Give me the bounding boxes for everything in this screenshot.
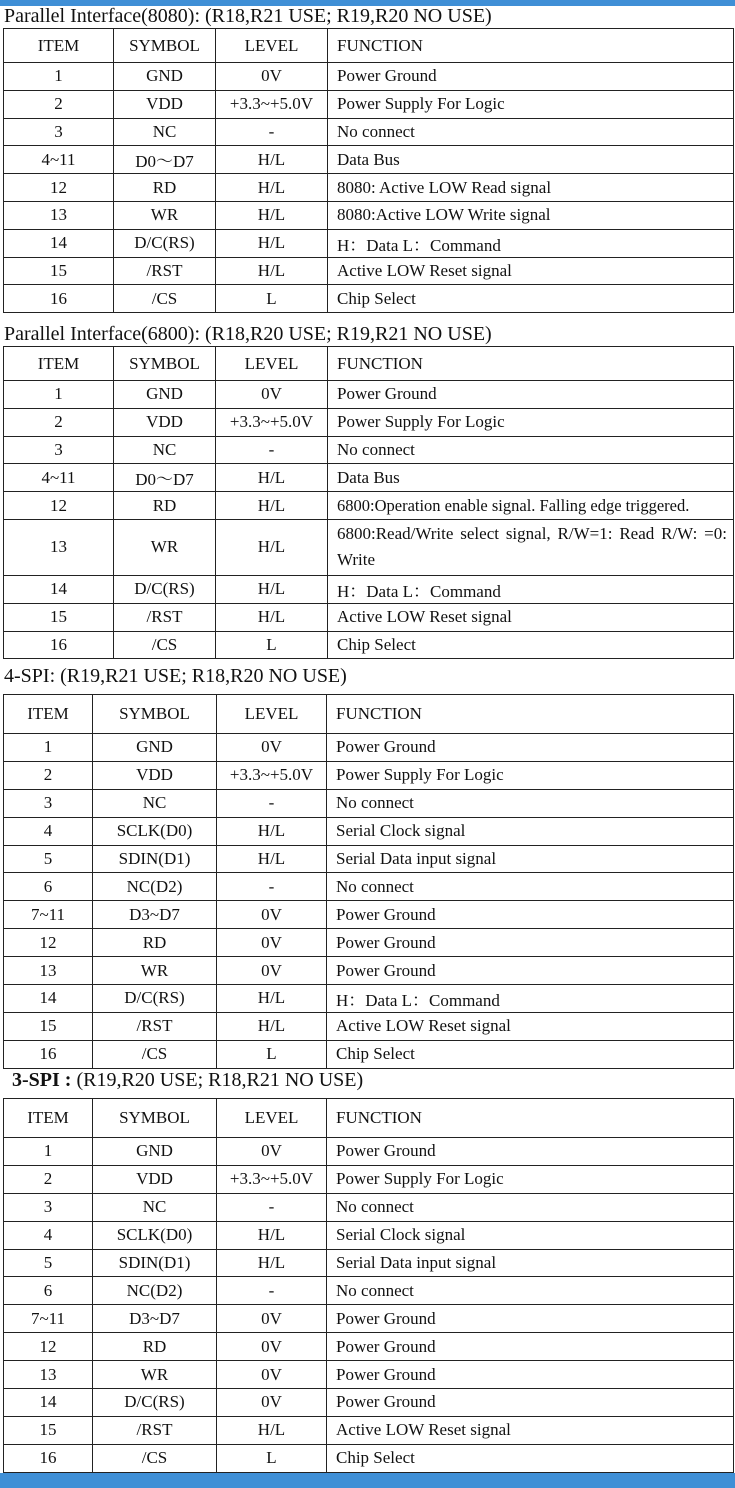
cell-function: No connect [327, 873, 734, 901]
cell-symbol: /RST [114, 603, 216, 631]
cell-item: 5 [4, 845, 93, 873]
table-row [4, 1444, 734, 1472]
cell-symbol: D3~D7 [93, 1305, 217, 1333]
table-row [4, 603, 734, 631]
table-row [4, 1193, 734, 1221]
cell-item: 14 [4, 229, 114, 257]
col-header-level: LEVEL [216, 347, 328, 381]
cell-function: No connect [327, 789, 734, 817]
cell-symbol: /CS [93, 1444, 217, 1472]
cell-function: Chip Select [327, 1040, 734, 1068]
table-row [4, 873, 734, 901]
cell-function: Power Ground [327, 957, 734, 985]
cell-symbol: /RST [93, 1012, 217, 1040]
cell-item: 3 [4, 789, 93, 817]
table-header-row [4, 347, 734, 381]
cell-level: H/L [216, 229, 328, 257]
table-row [4, 1012, 734, 1040]
cell-function: Serial Clock signal [327, 817, 734, 845]
table-row [4, 464, 734, 492]
section-4spi [0, 664, 735, 1069]
cell-function: Power Supply For Logic [327, 761, 734, 789]
cell-symbol: SCLK(D0) [93, 817, 217, 845]
cell-symbol: NC(D2) [93, 873, 217, 901]
section-heading: 3-SPI : (R19,R20 USE; R18,R21 NO USE) [12, 1069, 364, 1091]
table-row [4, 519, 734, 575]
cell-level: H/L [217, 985, 327, 1013]
cell-function: No connect [328, 436, 734, 464]
cell-symbol: D/C(RS) [114, 575, 216, 603]
cell-symbol: SCLK(D0) [93, 1221, 217, 1249]
cell-level: - [216, 118, 328, 146]
cell-level: H/L [216, 464, 328, 492]
cell-level: 0V [216, 381, 328, 409]
cell-item: 15 [4, 257, 114, 285]
cell-function: Serial Data input signal [327, 845, 734, 873]
table-row [4, 1333, 734, 1361]
table-row [4, 229, 734, 257]
table-row [4, 631, 734, 659]
cell-function: Power Supply For Logic [328, 408, 734, 436]
cell-function: Active LOW Reset signal [328, 603, 734, 631]
cell-level: 0V [217, 1305, 327, 1333]
cell-symbol: /RST [114, 257, 216, 285]
cell-item: 13 [4, 519, 114, 575]
cell-item: 2 [4, 761, 93, 789]
cell-item: 1 [4, 734, 93, 762]
table-row [4, 201, 734, 229]
section-3spi [0, 1068, 735, 1473]
heading-bold-label: 3-SPI : [12, 1069, 72, 1091]
cell-level: - [217, 1193, 327, 1221]
table-header-row [4, 29, 734, 63]
cell-function: 8080: Active LOW Read signal [328, 174, 734, 202]
cell-symbol: NC [93, 789, 217, 817]
cell-item: 13 [4, 1361, 93, 1389]
col-header-symbol: SYMBOL [114, 347, 216, 381]
table-row [4, 985, 734, 1013]
cell-function: Chip Select [327, 1444, 734, 1472]
table-row [4, 957, 734, 985]
table-row [4, 1277, 734, 1305]
cell-item: 3 [4, 436, 114, 464]
cell-function: Serial Clock signal [327, 1221, 734, 1249]
cell-item: 1 [4, 381, 114, 409]
cell-symbol: NC [93, 1193, 217, 1221]
cell-level: - [217, 873, 327, 901]
cell-symbol: RD [114, 174, 216, 202]
table-row [4, 174, 734, 202]
cell-function: Power Ground [328, 63, 734, 91]
cell-function: 6800:Read/Write select signal, R/W=1: Read R/W: =0: Write [328, 519, 734, 575]
cell-symbol: D/C(RS) [93, 985, 217, 1013]
cell-symbol: VDD [93, 1165, 217, 1193]
col-header-item: ITEM [4, 1099, 93, 1138]
cell-item: 7~11 [4, 901, 93, 929]
table-row [4, 146, 734, 174]
cell-item: 6 [4, 873, 93, 901]
col-header-item: ITEM [4, 695, 93, 734]
table-row [4, 929, 734, 957]
section-8080 [0, 4, 735, 313]
bottom-accent-bar [0, 1473, 735, 1488]
cell-item: 15 [4, 1012, 93, 1040]
cell-level: 0V [216, 63, 328, 91]
table-row [4, 1361, 734, 1389]
cell-function: No connect [327, 1193, 734, 1221]
cell-function: No connect [328, 118, 734, 146]
col-header-symbol: SYMBOL [114, 29, 216, 63]
cell-level: +3.3~+5.0V [217, 1165, 327, 1193]
cell-symbol: D0～D7 [114, 464, 216, 492]
col-header-function: FUNCTION [327, 695, 734, 734]
pin-table-8080 [3, 28, 734, 313]
table-row [4, 90, 734, 118]
cell-function: Active LOW Reset signal [327, 1416, 734, 1444]
pin-table-4spi [3, 694, 734, 1069]
cell-symbol: GND [93, 734, 217, 762]
cell-level: - [216, 436, 328, 464]
cell-level: 0V [217, 1361, 327, 1389]
cell-item: 16 [4, 1040, 93, 1068]
cell-level: H/L [217, 1221, 327, 1249]
pin-table-3spi [3, 1098, 734, 1473]
cell-item: 16 [4, 285, 114, 313]
cell-symbol: GND [93, 1138, 217, 1166]
cell-item: 1 [4, 63, 114, 91]
cell-symbol: VDD [114, 90, 216, 118]
cell-item: 15 [4, 1416, 93, 1444]
table-row [4, 734, 734, 762]
cell-level: H/L [216, 146, 328, 174]
col-header-level: LEVEL [217, 1099, 327, 1138]
cell-symbol: NC [114, 436, 216, 464]
cell-item: 2 [4, 1165, 93, 1193]
table-row [4, 492, 734, 520]
cell-level: L [217, 1040, 327, 1068]
table-row [4, 257, 734, 285]
cell-item: 3 [4, 1193, 93, 1221]
cell-item: 13 [4, 957, 93, 985]
cell-symbol: RD [93, 929, 217, 957]
table-row [4, 408, 734, 436]
cell-level: - [217, 789, 327, 817]
cell-symbol: WR [93, 957, 217, 985]
cell-item: 4~11 [4, 464, 114, 492]
table-row [4, 1416, 734, 1444]
cell-function: Serial Data input signal [327, 1249, 734, 1277]
cell-function: Power Ground [328, 381, 734, 409]
table-row [4, 1389, 734, 1417]
cell-function: Power Ground [327, 929, 734, 957]
table-header-row [4, 1099, 734, 1138]
section-6800 [0, 322, 735, 659]
cell-symbol: WR [114, 201, 216, 229]
cell-symbol: /CS [93, 1040, 217, 1068]
table-row [4, 63, 734, 91]
cell-function: Power Ground [327, 1361, 734, 1389]
cell-function: Power Supply For Logic [328, 90, 734, 118]
table-row [4, 575, 734, 603]
cell-level: H/L [217, 1249, 327, 1277]
cell-function: Power Ground [327, 1389, 734, 1417]
cell-level: 0V [217, 929, 327, 957]
cell-function: Power Supply For Logic [327, 1165, 734, 1193]
cell-function: No connect [327, 1277, 734, 1305]
cell-function: Power Ground [327, 734, 734, 762]
col-header-level: LEVEL [217, 695, 327, 734]
cell-level: 0V [217, 734, 327, 762]
cell-symbol: WR [114, 519, 216, 575]
cell-symbol: SDIN(D1) [93, 1249, 217, 1277]
cell-symbol: NC [114, 118, 216, 146]
cell-function: H：Data L：Command [327, 985, 734, 1013]
cell-item: 13 [4, 201, 114, 229]
cell-item: 12 [4, 929, 93, 957]
table-row [4, 1249, 734, 1277]
col-header-symbol: SYMBOL [93, 1099, 217, 1138]
cell-symbol: /RST [93, 1416, 217, 1444]
cell-function: Data Bus [328, 464, 734, 492]
cell-item: 12 [4, 492, 114, 520]
cell-level: H/L [216, 201, 328, 229]
cell-item: 12 [4, 174, 114, 202]
cell-level: H/L [216, 257, 328, 285]
cell-level: H/L [216, 519, 328, 575]
cell-symbol: RD [114, 492, 216, 520]
cell-symbol: /CS [114, 285, 216, 313]
cell-function: Power Ground [327, 1305, 734, 1333]
cell-level: H/L [217, 1012, 327, 1040]
col-header-function: FUNCTION [327, 1099, 734, 1138]
cell-symbol: D/C(RS) [114, 229, 216, 257]
cell-function: 6800:Operation enable signal. Falling edge triggered. [328, 492, 734, 520]
cell-item: 2 [4, 90, 114, 118]
cell-item: 16 [4, 1444, 93, 1472]
cell-symbol: D/C(RS) [93, 1389, 217, 1417]
cell-level: H/L [217, 845, 327, 873]
col-header-symbol: SYMBOL [93, 695, 217, 734]
cell-function: Power Ground [327, 1138, 734, 1166]
cell-item: 5 [4, 1249, 93, 1277]
cell-function: Active LOW Reset signal [328, 257, 734, 285]
cell-symbol: D3~D7 [93, 901, 217, 929]
cell-item: 12 [4, 1333, 93, 1361]
table-header-row [4, 695, 734, 734]
cell-symbol: NC(D2) [93, 1277, 217, 1305]
col-header-item: ITEM [4, 347, 114, 381]
cell-level: L [217, 1444, 327, 1472]
cell-function: Chip Select [328, 285, 734, 313]
cell-level: H/L [216, 603, 328, 631]
cell-item: 6 [4, 1277, 93, 1305]
cell-item: 14 [4, 1389, 93, 1417]
cell-level: H/L [217, 1416, 327, 1444]
cell-item: 2 [4, 408, 114, 436]
section-heading: 4-SPI: (R19,R21 USE; R18,R20 NO USE) [4, 665, 347, 687]
cell-level: +3.3~+5.0V [216, 408, 328, 436]
cell-function: Data Bus [328, 146, 734, 174]
section-heading: Parallel Interface(8080): (R18,R21 USE; R19,R20 NO USE) [4, 5, 492, 27]
table-row [4, 1221, 734, 1249]
cell-level: 0V [217, 1333, 327, 1361]
cell-symbol: GND [114, 381, 216, 409]
cell-level: - [217, 1277, 327, 1305]
cell-symbol: WR [93, 1361, 217, 1389]
section-heading: Parallel Interface(6800): (R18,R20 USE; R19,R21 NO USE) [4, 323, 492, 345]
cell-level: H/L [216, 492, 328, 520]
cell-item: 1 [4, 1138, 93, 1166]
cell-symbol: VDD [93, 761, 217, 789]
cell-function: Active LOW Reset signal [327, 1012, 734, 1040]
pin-table-6800 [3, 346, 734, 659]
cell-item: 14 [4, 575, 114, 603]
table-row [4, 285, 734, 313]
cell-item: 7~11 [4, 1305, 93, 1333]
cell-symbol: VDD [114, 408, 216, 436]
cell-level: H/L [216, 174, 328, 202]
cell-item: 3 [4, 118, 114, 146]
col-header-function: FUNCTION [328, 29, 734, 63]
cell-symbol: /CS [114, 631, 216, 659]
col-header-function: FUNCTION [328, 347, 734, 381]
cell-level: L [216, 631, 328, 659]
cell-function: H：Data L：Command [328, 575, 734, 603]
table-row [4, 381, 734, 409]
cell-level: 0V [217, 1138, 327, 1166]
col-header-item: ITEM [4, 29, 114, 63]
table-row [4, 789, 734, 817]
table-row [4, 901, 734, 929]
cell-item: 16 [4, 631, 114, 659]
cell-function: H：Data L：Command [328, 229, 734, 257]
table-row [4, 1165, 734, 1193]
table-row [4, 761, 734, 789]
table-row [4, 1305, 734, 1333]
cell-item: 4 [4, 1221, 93, 1249]
cell-symbol: D0～D7 [114, 146, 216, 174]
cell-function: Chip Select [328, 631, 734, 659]
cell-symbol: SDIN(D1) [93, 845, 217, 873]
cell-level: 0V [217, 901, 327, 929]
cell-level: 0V [217, 957, 327, 985]
cell-symbol: RD [93, 1333, 217, 1361]
cell-item: 14 [4, 985, 93, 1013]
cell-level: H/L [217, 817, 327, 845]
cell-level: H/L [216, 575, 328, 603]
cell-level: L [216, 285, 328, 313]
cell-level: +3.3~+5.0V [216, 90, 328, 118]
cell-item: 15 [4, 603, 114, 631]
col-header-level: LEVEL [216, 29, 328, 63]
cell-symbol: GND [114, 63, 216, 91]
table-row [4, 817, 734, 845]
cell-function: 8080:Active LOW Write signal [328, 201, 734, 229]
cell-level: 0V [217, 1389, 327, 1417]
cell-item: 4~11 [4, 146, 114, 174]
cell-function: Power Ground [327, 901, 734, 929]
table-row [4, 845, 734, 873]
cell-level: +3.3~+5.0V [217, 761, 327, 789]
table-row [4, 1138, 734, 1166]
cell-item: 4 [4, 817, 93, 845]
table-row [4, 1040, 734, 1068]
table-row [4, 118, 734, 146]
table-row [4, 436, 734, 464]
cell-function: Power Ground [327, 1333, 734, 1361]
